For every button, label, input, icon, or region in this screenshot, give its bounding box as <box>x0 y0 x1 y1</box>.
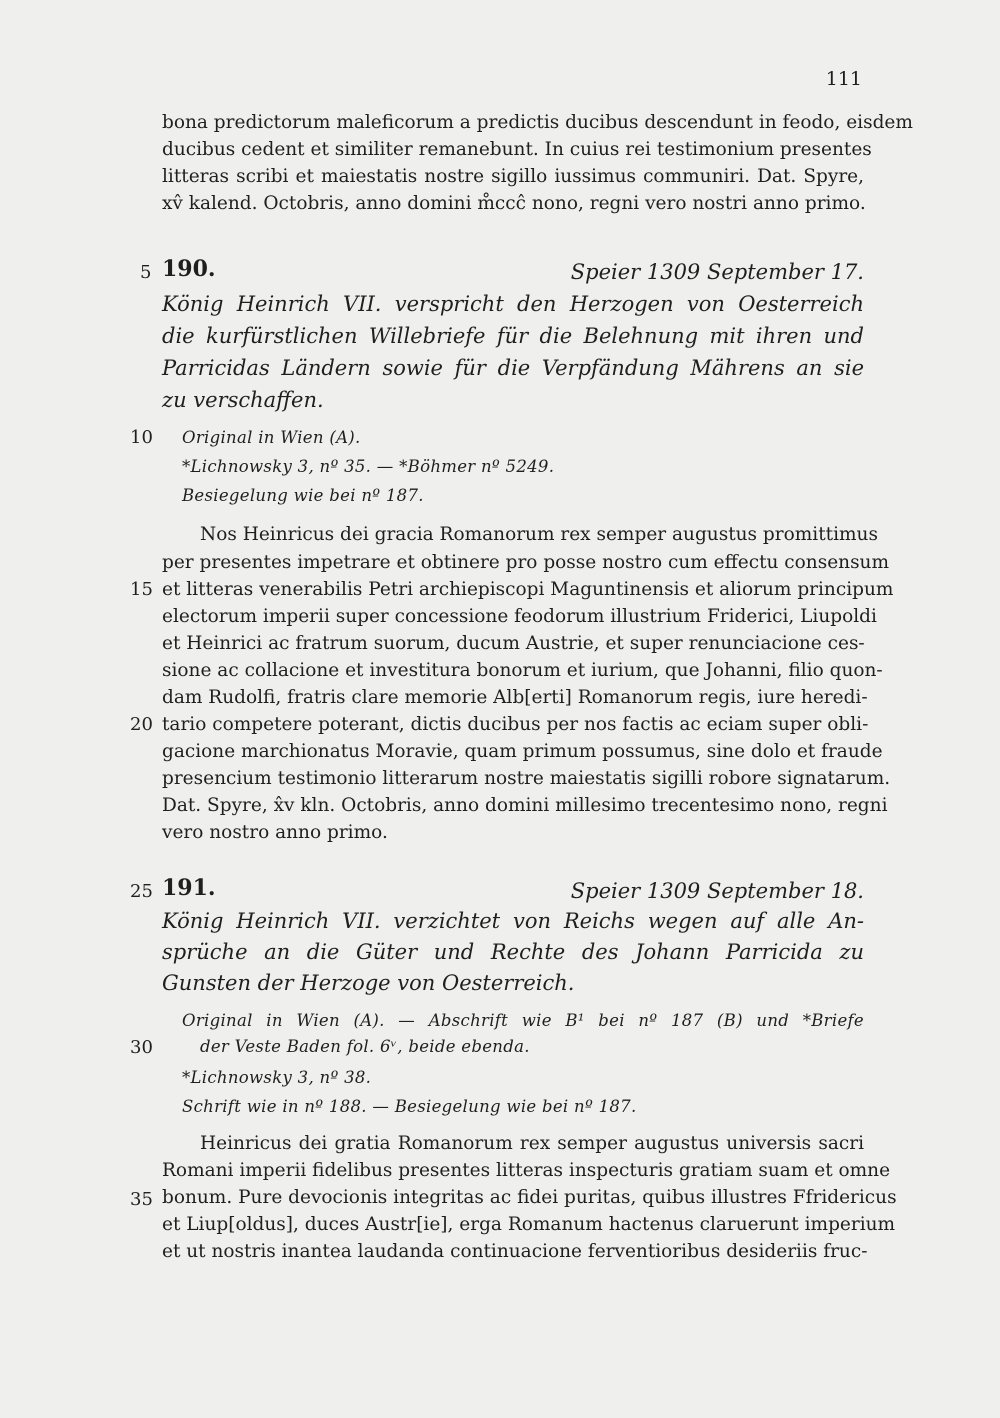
text-line: sione ac collacione et investitura bonorum et iurium, que Johanni, filio quon- <box>162 660 883 681</box>
margin-line-number: 5 <box>140 262 152 283</box>
text-line: Nos Heinricus dei gracia Romanorum rex semper augustus promittimus <box>200 524 878 545</box>
entry-title-line: König Heinrich VII. verzichtet von Reichs wegen auf alle An- <box>162 909 864 933</box>
source-line: Original in Wien (A). — Abschrift wie B¹ bei nº 187 (B) und *Briefe <box>182 1011 864 1030</box>
entry-title-line: zu verschaffen. <box>162 388 324 412</box>
margin-line-number: 15 <box>130 579 153 600</box>
text-line: et ut nostris inantea laudanda continuacione ferventioribus desideriis fruc- <box>162 1241 868 1262</box>
source-line: Schrift wie in nº 188. — Besiegelung wie bei nº 187. <box>182 1097 637 1116</box>
entry-number: 190. <box>162 256 216 282</box>
entry-place-date: Speier 1309 September 17. <box>570 260 864 284</box>
margin-line-number: 20 <box>130 714 153 735</box>
margin-line-number: 25 <box>130 881 153 902</box>
source-line: Besiegelung wie bei nº 187. <box>182 486 424 505</box>
text-line: bona predictorum maleficorum a predictis ducibus descendunt in feodo, eisdem <box>162 112 913 133</box>
text-line: Heinricus dei gratia Romanorum rex semper augustus universis sacri <box>200 1133 864 1154</box>
text-line: et litteras venerabilis Petri archiepiscopi Maguntinensis et aliorum principum <box>162 579 894 600</box>
text-line: xv̂ kalend. Octobris, anno domini m̊ccĉ nono, regni vero nostri anno primo. <box>162 193 866 214</box>
text-line: presencium testimonio litterarum nostre maiestatis sigilli robore signatarum. <box>162 768 891 789</box>
text-line: bonum. Pure devocionis integritas ac fidei puritas, quibus illustres Ffridericus <box>162 1187 897 1208</box>
margin-line-number: 35 <box>130 1189 153 1210</box>
margin-line-number: 10 <box>130 427 153 448</box>
text-line: electorum imperii super concessione feodorum illustrium Friderici, Liupoldi <box>162 606 877 627</box>
entry-title-line: sprüche an die Güter und Rechte des Johann Parricida zu <box>162 940 864 964</box>
text-line: tario competere poterant, dictis ducibus per nos factis ac eciam super obli- <box>162 714 869 735</box>
text-line: ducibus cedent et similiter remanebunt. In cuius rei testimonium presentes <box>162 139 872 160</box>
text-line: et Heinrici ac fratrum suorum, ducum Austrie, et super renunciacione ces- <box>162 633 865 654</box>
text-line: vero nostro anno primo. <box>162 822 388 843</box>
text-line: per presentes impetrare et obtinere pro posse nostro cum effectu consensum <box>162 552 890 573</box>
text-line: dam Rudolfi, fratris clare memorie Alb[erti] Romanorum regis, iure heredi- <box>162 687 868 708</box>
entry-place-date: Speier 1309 September 18. <box>570 879 864 903</box>
entry-title-line: Gunsten der Herzoge von Oesterreich. <box>162 971 575 995</box>
entry-number: 191. <box>162 875 216 901</box>
source-line: Original in Wien (A). <box>182 428 361 447</box>
text-line: Romani imperii fidelibus presentes litteras inspecturis gratiam suam et omne <box>162 1160 891 1181</box>
entry-title-line: die kurfürstlichen Willebriefe für die Belehnung mit ihren und <box>162 324 864 348</box>
margin-line-number: 30 <box>130 1037 153 1058</box>
source-line: *Lichnowsky 3, nº 35. — *Böhmer nº 5249. <box>182 457 555 476</box>
text-line: gacione marchionatus Moravie, quam primum possumus, sine dolo et fraude <box>162 741 883 762</box>
entry-title-line: Parricidas Ländern sowie für die Verpfändung Mährens an sie <box>162 356 864 380</box>
text-line: et Liup[oldus], duces Austr[ie], erga Romanum hactenus claruerunt imperium <box>162 1214 896 1235</box>
entry-title-line: König Heinrich VII. verspricht den Herzogen von Oesterreich <box>162 292 864 316</box>
page-number: 111 <box>825 68 862 90</box>
source-line: der Veste Baden fol. 6ᵛ, beide ebenda. <box>200 1037 530 1056</box>
source-line: *Lichnowsky 3, nº 38. <box>182 1068 372 1087</box>
text-line: litteras scribi et maiestatis nostre sigillo iussimus communiri. Dat. Spyre, <box>162 166 864 187</box>
text-line: Dat. Spyre, x̂v kln. Octobris, anno domini millesimo trecentesimo nono, regni <box>162 795 888 816</box>
